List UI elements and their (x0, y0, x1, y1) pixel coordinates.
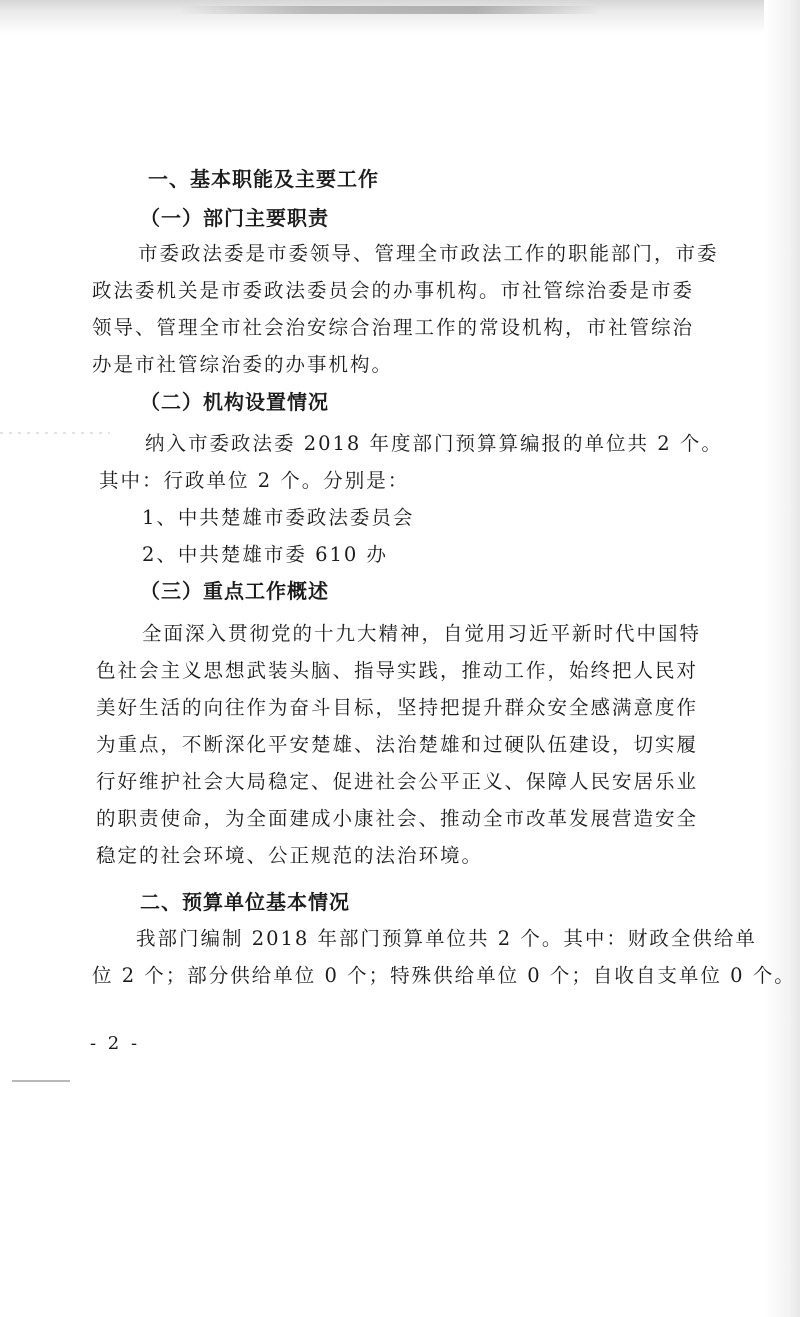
sub1-line-2: 政法委机关是市委政法委员会的办事机构。市社管综治委是市委 (92, 279, 695, 302)
sub3-heading: （三）重点工作概述 (140, 579, 329, 603)
sub3-line-7: 稳定的社会环境、公正规范的法治环境。 (96, 844, 484, 867)
sub3-line-3: 美好生活的向往作为奋斗目标，坚持把提升群众安全感满意度作 (96, 696, 699, 719)
section2-line-2: 位 2 个；部分供给单位 0 个；特殊供给单位 0 个；自收自支单位 0 个。 (92, 964, 796, 987)
sub3-line-5: 行好维护社会大局稳定、促进社会公平正义、保障人民安居乐业 (96, 770, 699, 793)
sub2-line-1: 纳入市委政法委 2018 年度部门预算算编报的单位共 2 个。 (145, 432, 723, 455)
section1-heading: 一、基本职能及主要工作 (148, 167, 379, 191)
sub2-line-2: 其中：行政单位 2 个。分别是： (99, 469, 410, 492)
sub1-heading: （一）部门主要职责 (140, 206, 329, 230)
page-number: - 2 - (90, 1033, 141, 1054)
sub3-line-1: 全面深入贯彻党的十九大精神，自觉用习近平新时代中国特 (142, 622, 702, 645)
sub3-line-4: 为重点，不断深化平安楚雄、法治楚雄和过硬队伍建设，切实履 (96, 733, 699, 756)
section2-line-1: 我部门编制 2018 年部门预算单位共 2 个。其中：财政全供给单 (136, 927, 757, 950)
sub2-item-2: 2、中共楚雄市委 610 办 (142, 543, 389, 566)
sub3-line-2: 色社会主义思想武装头脑、指导实践，推动工作，始终把人民对 (96, 659, 699, 682)
sub3-line-6: 的职责使命，为全面建成小康社会、推动全市改革发展营造安全 (96, 807, 699, 830)
scan-shadow-right (764, 0, 800, 1317)
scan-artifact (0, 432, 110, 434)
sub1-line-1: 市委政法委是市委领导、管理全市政法工作的职能部门，市委 (138, 242, 719, 265)
sub1-line-3: 领导、管理全市社会治安综合治理工作的常设机构，市社管综治 (92, 316, 695, 339)
sub1-line-4: 办是市社管综治委的办事机构。 (92, 353, 394, 376)
section2-heading: 二、预算单位基本情况 (140, 890, 350, 914)
scan-edge-rule (12, 1080, 70, 1082)
sub2-heading: （二）机构设置情况 (140, 390, 329, 414)
scan-shadow-top (0, 0, 800, 34)
sub2-item-1: 1、中共楚雄市委政法委员会 (142, 506, 415, 529)
